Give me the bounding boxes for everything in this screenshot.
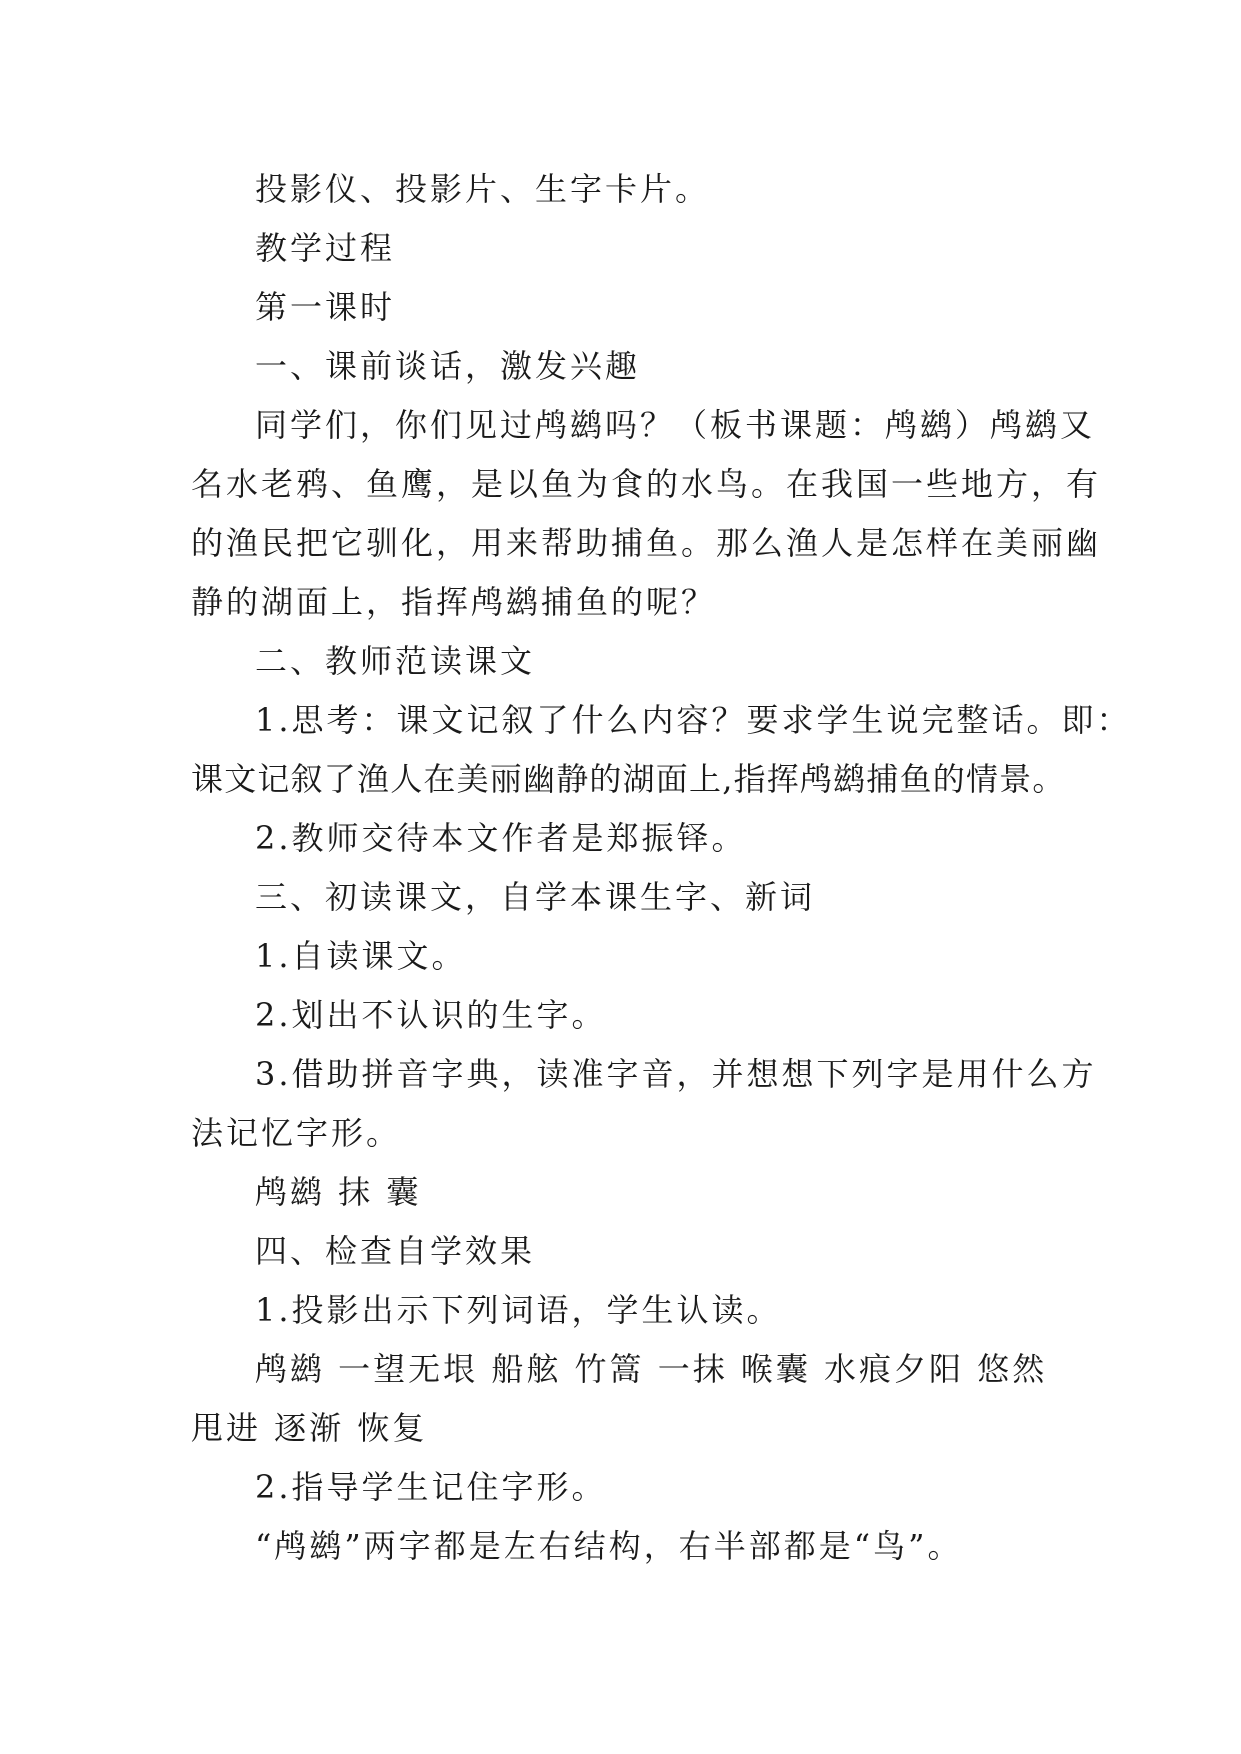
list-item-think-line-2: 课文记叙了渔人在美丽幽静的湖面上,指挥鸬鹚捕鱼的情景。	[191, 760, 1066, 798]
paragraph-intro-line-2: 名水老鸦、鱼鹰，是以鱼为食的水鸟。在我国一些地方，有	[191, 465, 1102, 503]
vocabulary-line-1: 鸬鹚 一望无垠 船舷 竹篙 一抹 喉囊 水痕夕阳 悠然	[255, 1350, 1048, 1388]
paragraph-intro-line-4: 静的湖面上，指挥鸬鹚捕鱼的呢？	[191, 583, 717, 621]
paragraph-intro-line-1: 同学们，你们见过鸬鹚吗？（板书课题：鸬鹚）鸬鹚又	[255, 406, 1096, 444]
lesson-heading-first-period: 第一课时	[255, 288, 396, 326]
paragraph-intro-line-3: 的渔民把它驯化，用来帮助捕鱼。那么渔人是怎样在美丽幽	[191, 524, 1102, 562]
step-heading-2: 二、教师范读课文	[255, 642, 536, 680]
document-page	[191, 160, 1132, 1576]
list-item-think-line-1: 1.思考：课文记叙了什么内容？要求学生说完整话。即：	[255, 701, 1132, 739]
step-heading-1: 一、课前谈话，激发兴趣	[255, 347, 641, 385]
list-item-character-form: 2.指导学生记住字形。	[255, 1468, 607, 1506]
character-list: 鸬鹚 抹 囊	[255, 1173, 422, 1211]
list-item-dictionary-line-1: 3.借助拼音字典，读准字音，并想想下列字是用什么方	[255, 1055, 1097, 1093]
list-item-dictionary-line-2: 法记忆字形。	[191, 1114, 402, 1152]
section-heading-teaching-process: 教学过程	[255, 229, 396, 267]
vocabulary-line-2: 甩进 逐渐 恢复	[191, 1409, 428, 1447]
character-structure-note: “鸬鹚”两字都是左右结构，右半部都是“鸟”。	[255, 1527, 963, 1565]
materials-line: 投影仪、投影片、生字卡片。	[255, 170, 711, 208]
list-item-projection: 1.投影出示下列词语，学生认读。	[255, 1291, 782, 1329]
list-item-self-read: 1.自读课文。	[255, 937, 467, 975]
list-item-author: 2.教师交待本文作者是郑振铎。	[255, 819, 747, 857]
step-heading-3: 三、初读课文，自学本课生字、新词	[255, 878, 816, 916]
list-item-mark-words: 2.划出不认识的生字。	[255, 996, 607, 1034]
step-heading-4: 四、检查自学效果	[255, 1232, 536, 1270]
